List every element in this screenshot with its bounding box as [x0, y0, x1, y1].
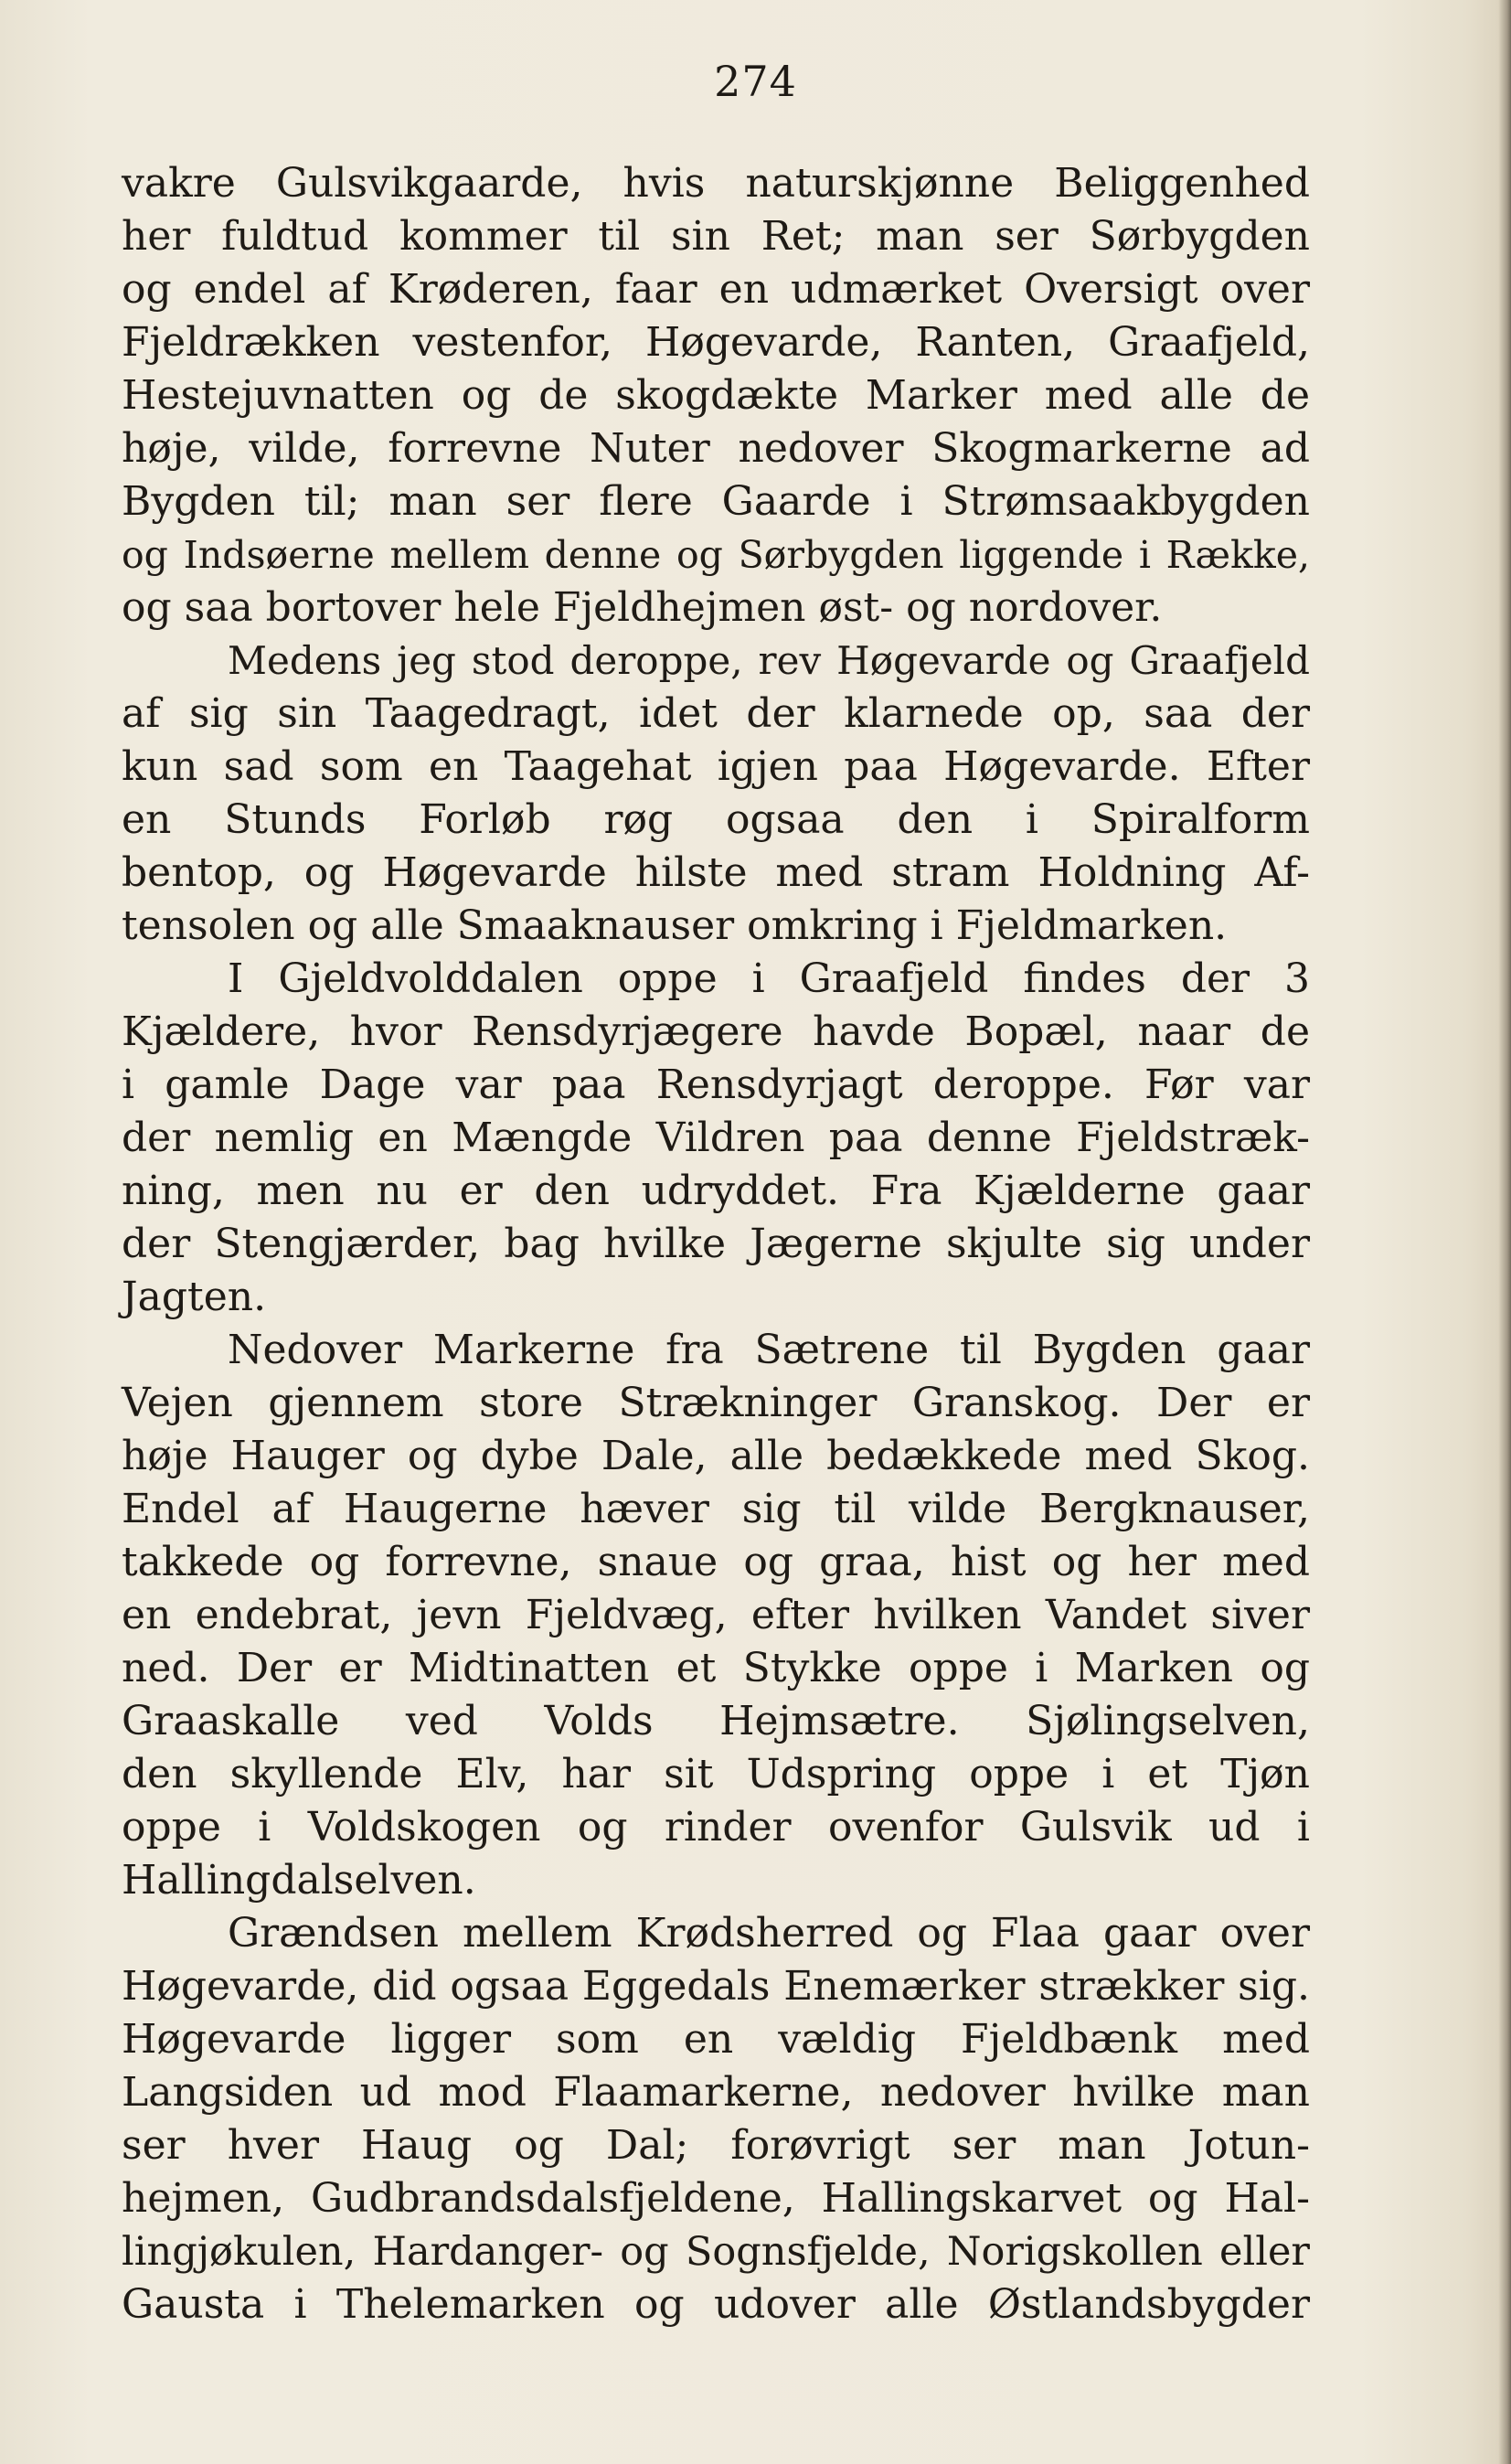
text-line: Langsiden ud mod Flaamarkerne, nedover hvilke man [122, 2069, 1310, 2116]
text-line: I Gjeldvolddalen oppe i Graafjeld findes der 3 [228, 955, 1310, 1002]
text-line: Grændsen mellem Krødsherred og Flaa gaar over [228, 1910, 1310, 1957]
text-line: der Stengjærder, bag hvilke Jægerne skjulte sig under [122, 1221, 1310, 1267]
text-line: Endel af Haugerne hæver sig til vilde Bergknauser, [122, 1486, 1310, 1532]
text-line: Nedover Markerne fra Sætrene til Bygden gaar [228, 1327, 1310, 1373]
text-line: Jagten. [122, 1274, 267, 1320]
text-line: ning, men nu er den udryddet. Fra Kjælderne gaar [122, 1168, 1310, 1214]
text-line: her fuldtud kommer til sin Ret; man ser Sørbygden [122, 213, 1310, 260]
text-line: Gausta i Thelemarken og udover alle Østlandsbygder [122, 2281, 1310, 2328]
text-line: den skyllende Elv, har sit Udspring oppe i et Tjøn [122, 1751, 1310, 1797]
text-line: kun sad som en Taagehat igjen paa Høgevarde. Efter [122, 743, 1310, 790]
text-line: høje Hauger og dybe Dale, alle bedækkede med Skog. [122, 1433, 1310, 1479]
text-line: vakre Gulsvikgaarde, hvis naturskjønne Beliggenhed [122, 160, 1310, 207]
text-line: Fjeldrækken vestenfor, Høgevarde, Ranten, Graafjeld, [122, 319, 1310, 366]
text-line: der nemlig en Mængde Vildren paa denne Fjeldstræk- [122, 1115, 1310, 1161]
text-line: og Indsøerne mellem denne og Sørbygden liggende i Række, [122, 533, 1310, 577]
text-line: høje, vilde, forrevne Nuter nedover Skogmarkerne ad [122, 425, 1310, 472]
text-line: en endebrat, jevn Fjeldvæg, efter hvilken Vandet siver [122, 1592, 1310, 1638]
text-line: Medens jeg stod deroppe, rev Høgevarde og Graafjeld [228, 638, 1310, 683]
text-line: Høgevarde, did ogsaa Eggedals Enemærker strækker sig. [122, 1963, 1310, 2010]
text-line: Hallingdalselven. [122, 1857, 476, 1904]
text-line: Vejen gjennem store Strækninger Granskog. Der er [122, 1380, 1310, 1426]
text-line: Hestejuvnatten og de skogdækte Marker med alle de [122, 372, 1310, 419]
text-line: tensolen og alle Smaaknauser omkring i Fjeldmarken. [122, 902, 1228, 949]
text-line: takkede og forrevne, snaue og graa, hist og her med [122, 1539, 1310, 1585]
text-line: hejmen, Gudbrandsdalsfjeldene, Hallingskarvet og Hal- [122, 2175, 1310, 2222]
text-line: i gamle Dage var paa Rensdyrjagt deroppe. Før var [122, 1061, 1310, 1108]
text-line: og saa bortover hele Fjeldhejmen øst- og nordover. [122, 584, 1163, 631]
text-line: ser hver Haug og Dal; forøvrigt ser man Jotun- [122, 2122, 1310, 2169]
text-line: en Stunds Forløb røg ogsaa den i Spiralform [122, 796, 1310, 843]
text-line: Bygden til; man ser flere Gaarde i Strømsaakbygden [122, 478, 1310, 525]
text-line: bentop, og Høgevarde hilste med stram Holdning Af- [122, 849, 1310, 896]
text-line: ned. Der er Midtinatten et Stykke oppe i Marken og [122, 1645, 1310, 1691]
text-line: Graaskalle ved Volds Hejmsætre. Sjølingselven, [122, 1698, 1310, 1744]
text-line: Kjældere, hvor Rensdyrjægere havde Bopæl, naar de [122, 1008, 1310, 1055]
body-text [122, 157, 1310, 2331]
text-line: og endel af Krøderen, faar en udmærket Oversigt over [122, 266, 1310, 313]
text-line: Høgevarde ligger som en vældig Fjeldbænk med [122, 2016, 1310, 2063]
text-line: oppe i Voldskogen og rinder ovenfor Gulsvik ud i [122, 1804, 1310, 1851]
text-line: af sig sin Taagedragt, idet der klarnede op, saa der [122, 690, 1310, 737]
text-line: lingjøkulen, Hardanger- og Sognsfjelde, Norigskollen eller [122, 2229, 1310, 2275]
page-edge-shadow [1498, 0, 1511, 2464]
page-number: 274 [714, 57, 797, 106]
